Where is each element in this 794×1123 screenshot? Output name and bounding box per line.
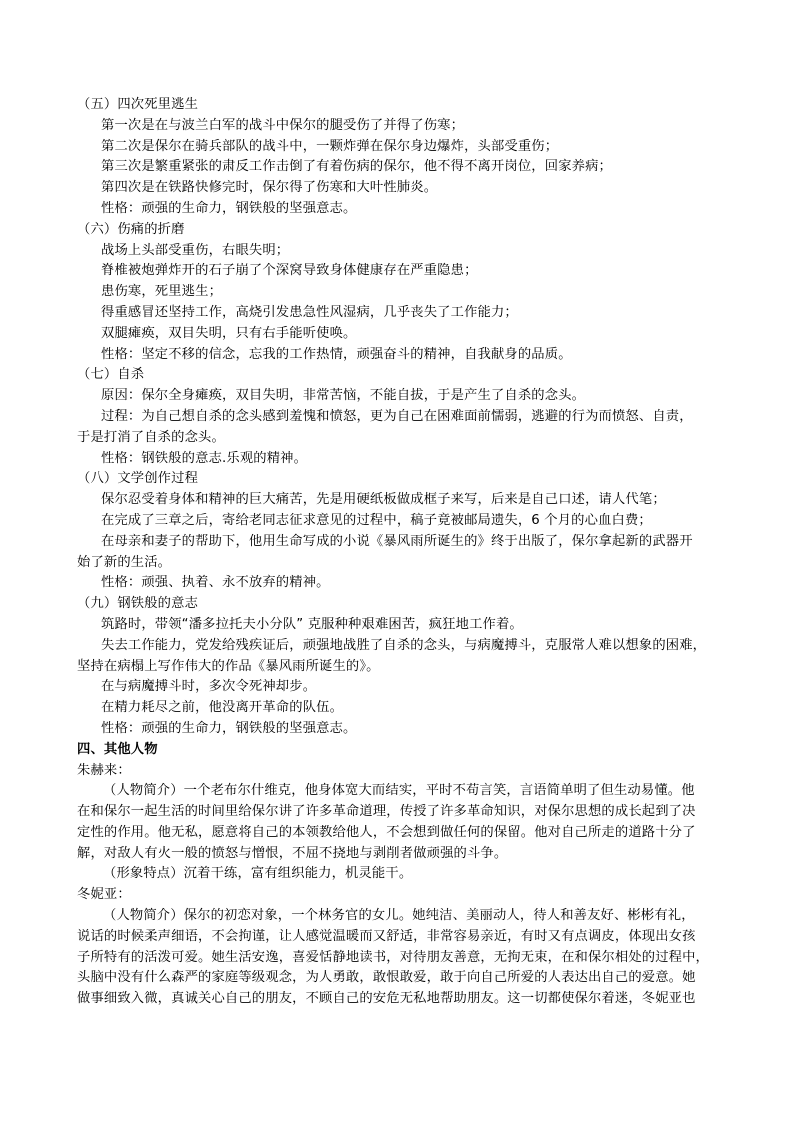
text-line: 子所特有的活泼可爱。她生活安逸，喜爱恬静地读书，对待朋友善意，无拘无束，在和保尔相处的过程中， — [77, 949, 710, 965]
text-line: 坚持在病榻上写作伟大的作品《暴风雨所诞生的》。 — [77, 658, 380, 674]
text-line: 定性的作用。他无私，愿意将自己的本领教给他人，不会想到做任何的保留。他对自己所走的道路十分了 — [77, 824, 696, 840]
text-line: 原因：保尔全身瘫痪，双目失明，非常苦恼，不能自拔，于是产生了自杀的念头。 — [101, 388, 586, 404]
text-line: 头脑中没有什么森严的家庭等级观念，为人勇敢，敢恨敢爱，敢于向自己所爱的人表达出自己的爱意。她 — [77, 970, 696, 986]
text-line: 失去工作能力，党发给残疾证后，顽强地战胜了自杀的念头，与病魔搏斗，克服常人难以想象的困难， — [101, 637, 707, 653]
text-line: 双腿瘫痪，双目失明，只有右手能听使唤。 — [101, 325, 357, 341]
text-line: 性格：钢铁般的意志.乐观的精神。 — [101, 450, 308, 466]
text-line: 在和保尔一起生活的时间里给保尔讲了许多革命道理，传授了许多革命知识，对保尔思想的成长起到了决 — [77, 804, 696, 820]
text-line: （人物简介）保尔的初恋对象，一个林务官的女儿。她纯洁、美丽动人，待人和善友好、彬彬有礼， — [103, 908, 695, 924]
text-line: 在与病魔搏斗时，多次令死神却步。 — [101, 679, 317, 695]
text-line: 于是打消了自杀的念头。 — [77, 429, 225, 445]
part-heading: 四、其他人物 — [77, 741, 158, 757]
section-title: （六）伤痛的折磨 — [77, 221, 185, 237]
section-title: （五）四次死里逃生 — [77, 97, 199, 112]
text-line: 始了新的生活。 — [77, 554, 172, 570]
text-line: 第四次是在铁路快修完时，保尔得了伤寒和大叶性肺炎。 — [101, 180, 438, 196]
text-line: 过程：为自己想自杀的念头感到羞愧和愤怒，更为自己在困难面前懦弱，逃避的行为而愤怒、自责， — [101, 408, 693, 424]
text-line: 性格：顽强、执着、永不放弃的精神。 — [101, 575, 330, 591]
text-line: 解，对敌人有火一般的愤怒与憎恨，不屈不挠地与剥削者做顽强的斗争。 — [77, 845, 508, 861]
character-name-zhu: 朱赫来： — [77, 762, 131, 778]
text-line: 说话的时候柔声细语，不会拘谨，让人感觉温暖而又舒适，非常容易亲近，有时又有点调皮，体现出女孩 — [77, 928, 696, 944]
text-line: 筑路时，带领“潘多拉托夫小分队” 克服种种艰难困苦，疯狂地工作着。 — [101, 616, 523, 632]
text-line: （形象特点）沉着干练，富有组织能力，机灵能干。 — [103, 866, 413, 882]
text-line: 战场上头部受重伤，右眼失明； — [101, 242, 290, 258]
text-line: 第一次是在与波兰白军的战斗中保尔的腿受伤了并得了伤寒； — [101, 117, 465, 133]
text-line: 在精力耗尽之前，他没离开革命的队伍。 — [101, 700, 344, 716]
text-line: 保尔忍受着身体和精神的巨大痛苦，先是用硬纸板做成框子来写，后来是自己口述，请人代笔； — [101, 492, 666, 508]
text-line: 得重感冒还坚持工作，高烧引发患急性风湿病，几乎丧失了工作能力； — [101, 304, 518, 320]
text-line: 第二次是保尔在骑兵部队的战斗中，一颗炸弹在保尔身边爆炸，头部受重伤； — [101, 138, 559, 154]
text-line: 在完成了三章之后，寄给老同志征求意见的过程中，稿子竟被邮局遗失，6 个月的心血白费； — [101, 512, 652, 528]
text-line: 患伤寒，死里逃生； — [101, 284, 223, 300]
section-suicide — [77, 365, 724, 469]
text-line: 脊椎被炮弹炸开的石子崩了个深窝导致身体健康存在严重隐患； — [101, 263, 478, 279]
section-iron-will — [77, 594, 724, 740]
text-line: （人物简介）一个老布尔什维克，他身体宽大而结实，平时不苟言笑，言语简单明了但生动易懂。他 — [103, 783, 695, 799]
document-body — [77, 95, 724, 1010]
character-name-dong: 冬妮亚： — [77, 887, 131, 903]
section-injuries — [77, 220, 724, 366]
section-writing — [77, 469, 724, 594]
text-line: 性格：坚定不移的信念，忘我的工作热情，顽强奋斗的精神，自我献身的品质。 — [101, 346, 572, 362]
text-line: 性格：顽强的生命力，钢铁般的坚强意志。 — [101, 200, 357, 216]
text-line: 做事细致入微，真诚关心自己的朋友，不顾自己的安危无私地帮助朋友。这一切都使保尔着迷，冬妮亚也 — [77, 991, 696, 1007]
section-title: （七）自杀 — [77, 367, 145, 383]
text-line: 在母亲和妻子的帮助下，他用生命写成的小说《暴风雨所诞生的》终于出版了，保尔拿起新的武器开 — [101, 533, 693, 549]
section-other-characters — [77, 740, 724, 1010]
section-title: （九）钢铁般的意志 — [77, 596, 199, 612]
text-line: 第三次是繁重紧张的肃反工作击倒了有着伤病的保尔，他不得不离开岗位，回家养病； — [101, 159, 612, 175]
section-title: （八）文学创作过程 — [77, 471, 199, 487]
text-line: 性格：顽强的生命力，钢铁般的坚强意志。 — [101, 720, 357, 736]
section-four-escapes — [77, 95, 724, 220]
